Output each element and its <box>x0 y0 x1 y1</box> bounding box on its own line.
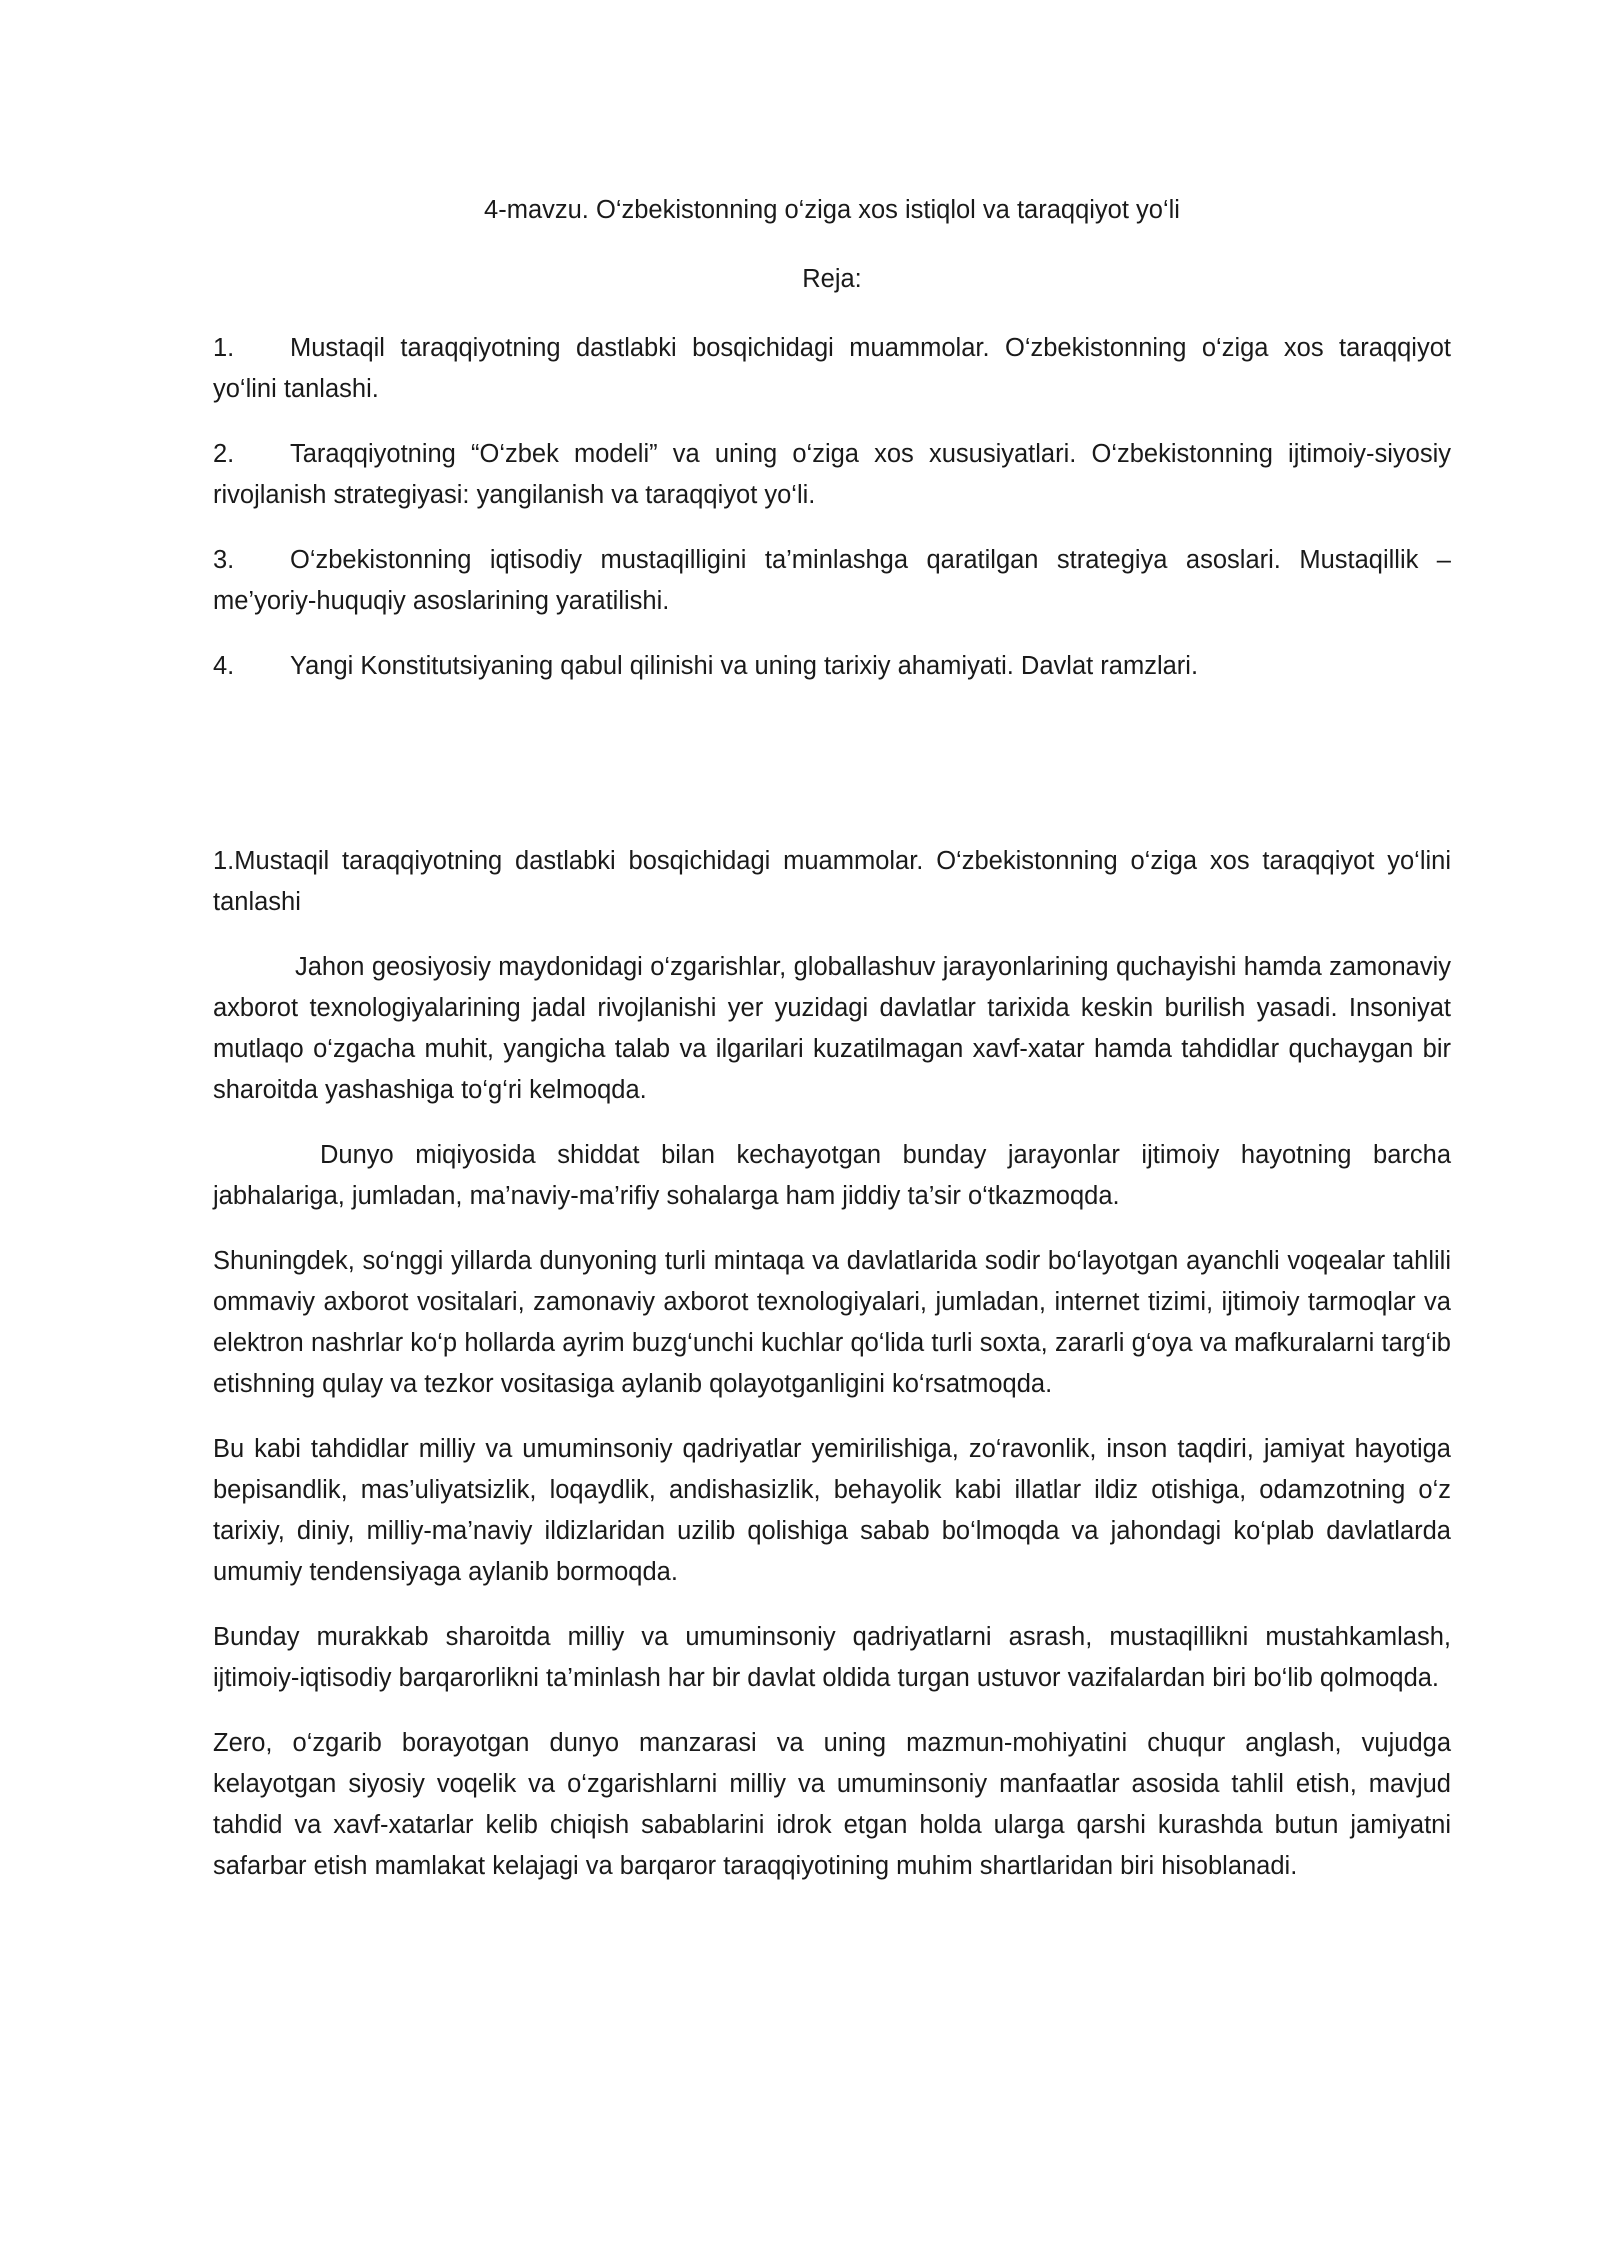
plan-item-text: Taraqqiyotning “O‘zbek modeli” va uning o‘ziga xos xususiyatlari. O‘zbekistonning ijtimoiy-siyosiy rivojlanish strategiyasi: yangilanish va taraqqiyot yo‘li. <box>213 440 1451 509</box>
document-title: 4-mavzu. O‘zbekistonning o‘ziga xos istiqlol va taraqqiyot yo‘li <box>484 196 1180 224</box>
document-content <box>213 190 1451 1887</box>
body-paragraph: Shuningdek, so‘nggi yillarda dunyoning turli mintaqa va davlatlarida sodir bo‘layotgan ayanchli voqealar tahlili ommaviy axborot vositalari, zamonaviy axborot texnologiyalari, jumladan, internet tizimi, ijtimoiy tarmoqlar va elektron nashrlar ko‘p hollarda ayrim buzg‘unchi kuchlar qo‘lida turli soxta, zararli g‘oya va mafkuralarni targ‘ib etishning qulay va tezkor vositasiga aylanib qolayotganligini ko‘rsatmoqda. <box>213 1247 1451 1398</box>
plan-item-text: Mustaqil taraqqiyotning dastlabki bosqichidagi muammolar. O‘zbekistonning o‘ziga xos taraqqiyot yo‘lini tanlashi. <box>213 334 1451 403</box>
plan-item-text: Yangi Konstitutsiyaning qabul qilinishi va uning tarixiy ahamiyati. Davlat ramzlari. <box>290 652 1199 680</box>
plan-item-number: 1. <box>213 334 235 362</box>
plan-item-number: 4. <box>213 652 235 680</box>
plan-item <box>213 328 1451 410</box>
plan-item <box>213 434 1451 516</box>
section-heading: 1.Mustaqil taraqqiyotning dastlabki bosqichidagi muammolar. O‘zbekistonning o‘ziga xos taraqqiyot yo‘lini tanlashi <box>213 847 1451 916</box>
plan-list <box>213 328 1451 687</box>
plan-item-number: 3. <box>213 546 235 574</box>
plan-item <box>213 540 1451 622</box>
plan-item-text: O‘zbekistonning iqtisodiy mustaqilligini ta’minlashga qaratilgan strategiya asoslari. Mustaqillik – me’yoriy-huquqiy asoslarining yaratilishi. <box>213 546 1451 615</box>
plan-item <box>213 646 1451 687</box>
body-paragraph: Dunyo miqiyosida shiddat bilan kechayotgan bunday jarayonlar ijtimoiy hayotning barcha jabhalariga, jumladan, ma’naviy-ma’rifiy sohalarga ham jiddiy ta’sir o‘tkazmoqda. <box>213 1141 1451 1210</box>
plan-heading: Reja: <box>802 265 862 293</box>
body-paragraph: Jahon geosiyosiy maydonidagi o‘zgarishlar, globallashuv jarayonlarining quchayishi hamda zamonaviy axborot texnologiyalarining jadal rivojlanishi yer yuzidagi davlatlar tarixida keskin burilish yasadi. Insoniyat mutlaqo o‘zgacha muhit, yangicha talab va ilgarilari kuzatilmagan xavf-xatar hamda tahdidlar quchaygan bir sharoitda yashashiga to‘g‘ri kelmoqda. <box>213 953 1451 1104</box>
body-paragraph: Zero, o‘zgarib borayotgan dunyo manzarasi va uning mazmun-mohiyatini chuqur anglash, vujudga kelayotgan siyosiy voqelik va o‘zgarishlarni milliy va umuminsoniy manfaatlar asosida tahlil etish, mavjud tahdid va xavf-xatarlar kelib chiqish sabablarini idrok etgan holda ularga qarshi kurashda butun jamiyatni safarbar etish mamlakat kelajagi va barqaror taraqqiyotining muhim shartlaridan biri hisoblanadi. <box>213 1729 1451 1880</box>
plan-item-number: 2. <box>213 440 235 468</box>
body-paragraph: Bu kabi tahdidlar milliy va umuminsoniy qadriyatlar yemirilishiga, zo‘ravonlik, inson taqdiri, jamiyat hayotiga bepisandlik, mas’uliyatsizlik, loqaydlik, andishasizlik, behayolik kabi illatlar ildiz otishiga, odamzotning o‘z tarixiy, diniy, milliy-ma’naviy ildizlaridan uzilib qolishiga sabab bo‘lmoqda va jahondagi ko‘plab davlatlarda umumiy tendensiyaga aylanib bormoqda. <box>213 1435 1451 1586</box>
body-paragraph: Bunday murakkab sharoitda milliy va umuminsoniy qadriyatlarni asrash, mustaqillikni mustahkamlash, ijtimoiy-iqtisodiy barqarorlikni ta’minlash har bir davlat oldida turgan ustuvor vazifalardan biri bo‘lib qolmoqda. <box>213 1623 1451 1692</box>
